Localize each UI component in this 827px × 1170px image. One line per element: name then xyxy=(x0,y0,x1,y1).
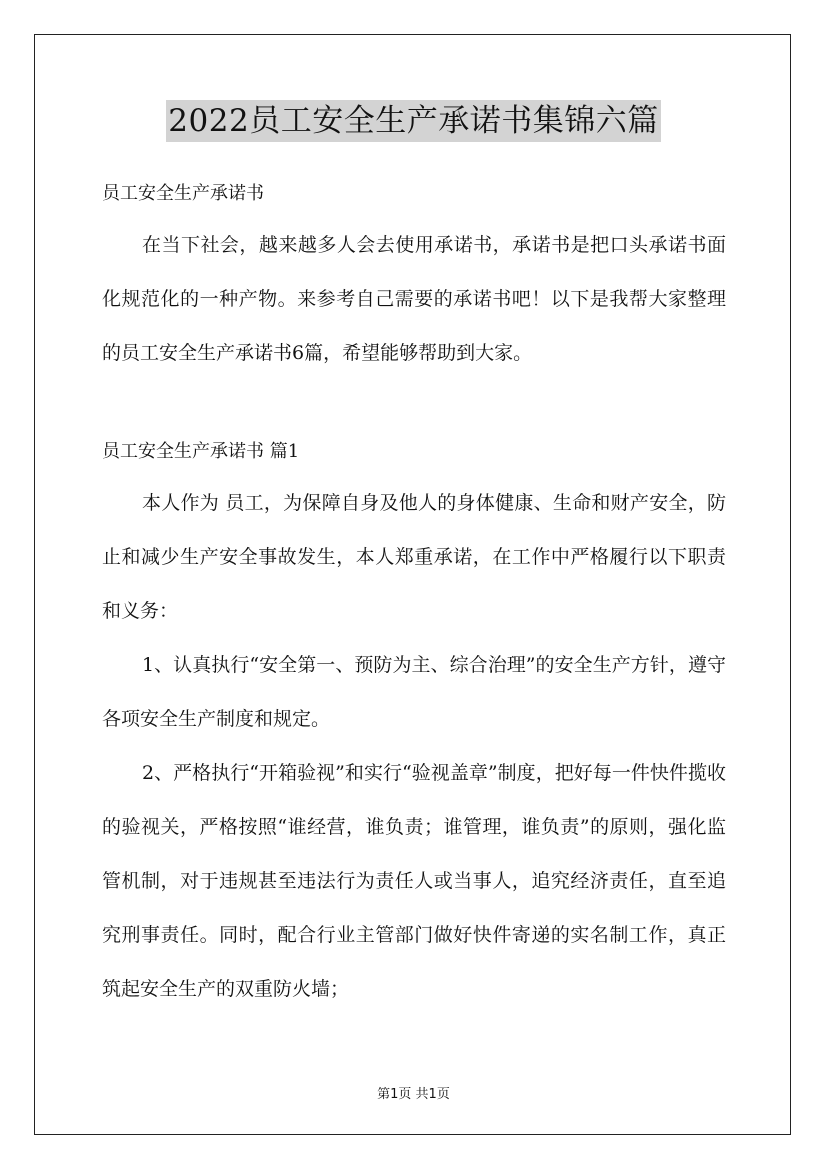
title-container xyxy=(0,100,827,142)
body-paragraph: 2、严格执行“开箱验视”和实行“验视盖章”制度，把好每一件快件揽收的验视关，严格按照“谁经营，谁负责；谁管理，谁负责”的原则，强化监管机制，对于违规甚至违法行为责任人或当事人，追究经济责任，直至追究刑事责任。同时，配合行业主管部门做好快件寄递的实名制工作，真正筑起安全生产的双重防火墙； xyxy=(102,762,726,1000)
document-body xyxy=(102,170,726,1016)
page-footer: 第1页 共1页 xyxy=(377,1087,450,1102)
intro-paragraph: 在当下社会，越来越多人会去使用承诺书，承诺书是把口头承诺书面化规范化的一种产物。来参考自己需要的承诺书吧！以下是我帮大家整理的员工安全生产承诺书6篇，希望能够帮助到大家。 xyxy=(102,234,726,364)
article-heading: 员工安全生产承诺书 篇1 xyxy=(102,441,300,462)
body-paragraph: 本人作为 员工，为保障自身及他人的身体健康、生命和财产安全，防止和减少生产安全事故发生，本人郑重承诺，在工作中严格履行以下职责和义务： xyxy=(102,492,726,622)
document-title: 2022员工安全生产承诺书集锦六篇 xyxy=(166,100,660,142)
body-paragraph: 1、认真执行“安全第一、预防为主、综合治理”的安全生产方针，遵守各项安全生产制度和规定。 xyxy=(102,654,726,730)
section-heading: 员工安全生产承诺书 xyxy=(102,183,264,204)
section-spacer xyxy=(102,380,726,428)
